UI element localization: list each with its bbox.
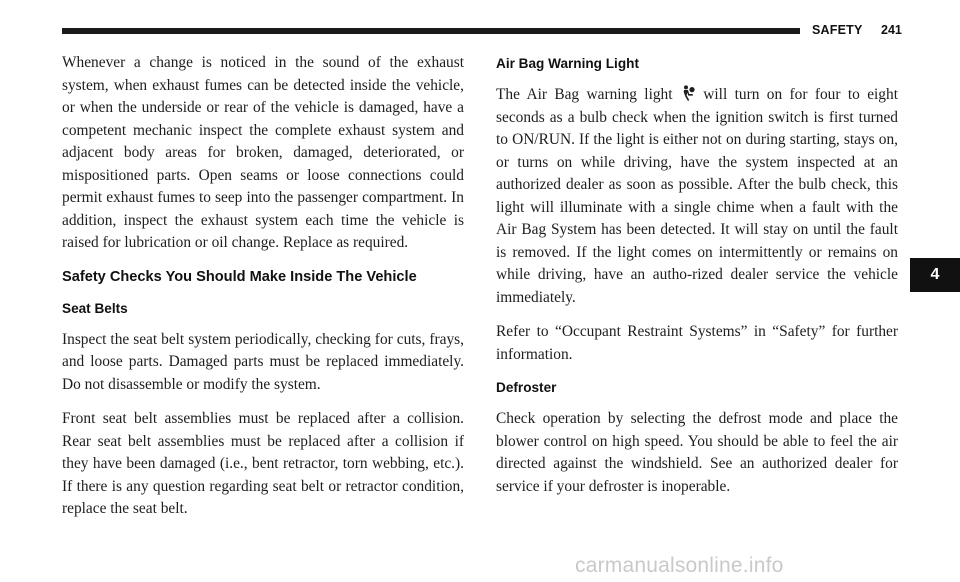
left-column [62,52,464,533]
airbag-heading: Air Bag Warning Light [496,56,639,71]
right-column [496,54,898,510]
seat-belts-paragraph-2: Front seat belt assemblies must be replaced after a collision. Rear seat belt assemblies must be replaced after a collision if they have been damaged (i.e., bent retractor, torn webbing, etc.). If there is any question regarding seat belt or retractor condition, replace the seat belt. [62,410,464,517]
airbag-warning-icon [681,85,695,101]
chapter-number: 4 [930,266,940,283]
exhaust-paragraph: Whenever a change is noticed in the sound of the exhaust system, when exhaust fumes can be detected inside the vehicle, or when the underside or rear of the vehicle is damaged, have a competent mechanic inspect the complete exhaust system and adjacent body areas for broken, damaged, deteriorated, or mispositioned parts. Open seams or loose connections could permit exhaust fumes to seep into the passenger compartment. In addition, inspect the exhaust system each time the vehicle is raised for lubrication or oil change. Replace as required. [62,54,464,251]
chapter-tab [910,258,960,292]
section-heading: Safety Checks You Should Make Inside The Vehicle [62,268,417,285]
section-title: SAFETY [812,23,863,37]
defroster-paragraph: Check operation by selecting the defrost mode and place the blower control on high speed. You should be able to feel the air directed against the windshield. See an authorized dealer for service if your defroster is inoperable. [496,410,898,495]
header-rule [62,28,800,34]
defroster-heading: Defroster [496,380,557,395]
watermark: carmanualsonline.info [575,554,784,577]
page-number: 241 [881,23,902,37]
airbag-text-before-icon: The Air Bag warning light [496,86,673,103]
refer-paragraph: Refer to “Occupant Restraint Systems” in “Safety” for further information. [496,323,898,363]
seat-belts-heading: Seat Belts [62,300,128,316]
airbag-paragraph [496,84,898,309]
airbag-text-after-icon: will turn on for four to eight seconds as a bulb check when the ignition switch is first turned to ON/RUN. If the light is either not on during starting, stays on, or turns on while driving, have the system inspected at an authorized dealer as soon as possible. After the bulb check, this light will illuminate with a single chime when a fault with the Air Bag System has been detected. It will stay on until the fault is removed. If the light comes on intermittently or remains on while driving, have an autho-rized dealer service the vehicle immediately. [496,86,898,306]
seat-belts-paragraph-1: Inspect the seat belt system periodically, checking for cuts, frays, and loose parts. Damaged parts must be replaced immediately. Do not disassemble or modify the system. [62,330,464,393]
